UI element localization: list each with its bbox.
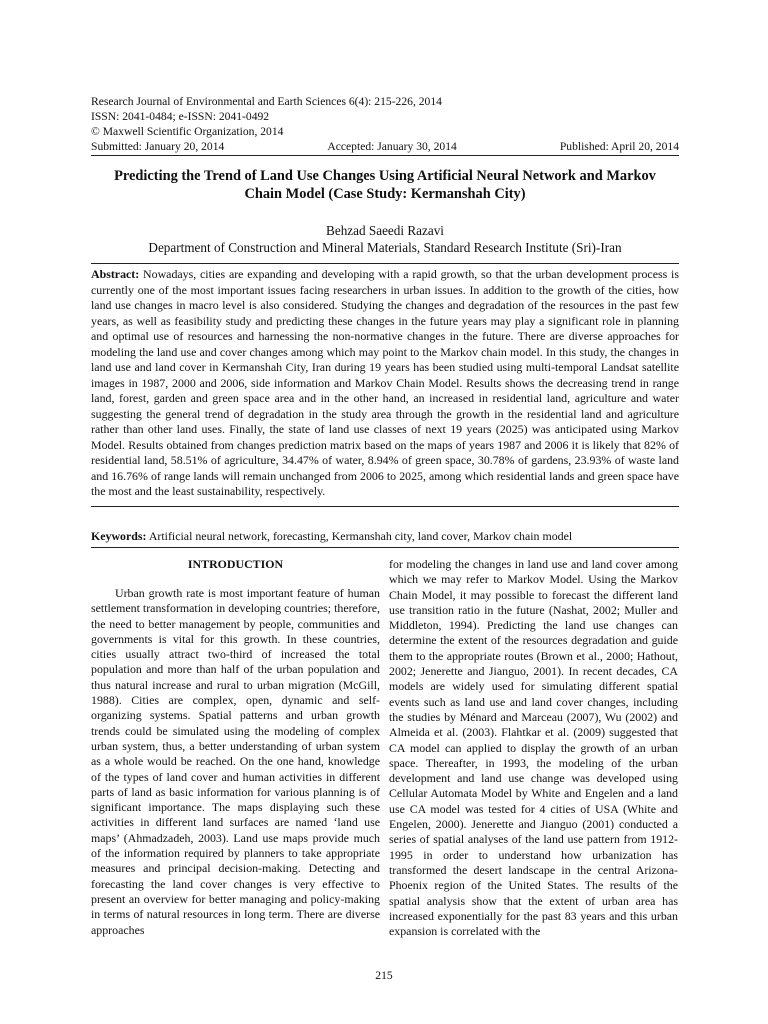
title-line-1: Predicting the Trend of Land Use Changes Using Artificial Neural Network and Markov (114, 168, 656, 184)
right-column (389, 557, 678, 939)
paper-title (91, 167, 679, 203)
left-column (91, 557, 380, 938)
introduction-paragraph-left: Urban growth rate is most important feature of human settlement transformation in developing countries; therefore, the need to better management by people, communities and governments is vital for this growth. In these countries, cities usually attract two-third of increased the total population and more than half of the urban population and thus natural increase and rural to urban migration (McGill, 1988). Cities are complex, open, dynamic and self-organizing systems. Spatial patterns and urban growth trends could be simulated using the modeling of complex urban system, thus, a better understanding of urban system as a whole would be reached. On the one hand, knowledge of the types of land cover and human activities in different parts of land as basic information for various planning is of significant importance. The maps displaying such these activities in different land surfaces are named ‘land use maps’ (Ahmadzadeh, 2003). Land use maps provide much of the information required by planners to take appropriate measures and principal decision-making. Detecting and forecasting the land cover changes is very effective to present an overview for better managing and policy-making in terms of natural resources in long term. There are diverse approaches (91, 586, 380, 937)
published-date: Published: April 20, 2014 (559, 140, 679, 153)
keywords-section (91, 529, 679, 548)
page-number: 215 (375, 969, 393, 982)
introduction-paragraph-right: for modeling the changes in land use and land cover among which we may refer to Markov Model. Using the Markov Chain Model, it may possible to forecast the different land use transition ratio in the future (Nashat, 2002; Muller and Middleton, 1994). Predicting the land use changes can determine the extent of the resources degradation and guide them to the appropriate routes (Brown et al., 2000; Hathout, 2002; Jenerette and Jianguo, 2001). In recent decades, CA models are widely used for simulating different spatial events such as land use and land cover changes, including the studies by Ménard and Marceau (2007), Wu (2002) and Almeida et al. (2003). Flahtkar et al. (2009) suggested that CA model can applied to display the growth of an urban space. Thereafter, in 1993, the modeling of the urban development and land use change was developed using Cellular Automata Model by White and Engelen and a land use CA model was tested for 4 cities of USA (White and Engelen, 2000). Jenerette and Jianguo (2001) conducted a series of spatial analyses of the land use pattern from 1912-1995 in order to understand how urbanization has transformed the desert landscape in the central Arizona-Phoenix region of the United States. The results of the spatial analysis show that the extent of urban area has increased exponentially for the past 83 years and this urban expansion is correlated with the (389, 557, 678, 939)
accepted-date: Accepted: January 30, 2014 (327, 140, 457, 153)
author-affiliation: Department of Construction and Mineral Materials, Standard Research Institute (Sri)-Iran (148, 240, 622, 255)
title-line-2: Chain Model (Case Study: Kermanshah City) (244, 186, 526, 202)
author-block (91, 222, 679, 256)
abstract-label: Abstract: (91, 267, 140, 281)
journal-header (91, 94, 679, 156)
copyright-line: © Maxwell Scientific Organization, 2014 (91, 125, 284, 138)
issn-line: ISSN: 2041-0484; e-ISSN: 2041-0492 (91, 110, 270, 123)
abstract-paragraph (91, 267, 679, 500)
keywords-text: Artificial neural network, forecasting, Kermanshah city, land cover, Markov chain model (148, 529, 573, 543)
abstract-section (91, 263, 679, 507)
author-name: Behzad Saeedi Razavi (326, 223, 444, 238)
submitted-date: Submitted: January 20, 2014 (91, 140, 225, 153)
journal-citation: Research Journal of Environmental and Earth Sciences 6(4): 215-226, 2014 (91, 95, 442, 108)
keywords-label: Keywords: (91, 529, 147, 543)
abstract-text: Nowadays, cities are expanding and developing with a rapid growth, so that the urban development process is currently one of the most important issues facing researchers in urban issues. In addition to the growth of the cities, how land use changes in macro level is also considered. Studying the changes and degradation of the resources in the past few years, as well as feasibility study and predicting these changes in the future years may play a significant role in planning and optimal use of resources and harnessing the non-normative changes in the future. There are diverse approaches for modeling the land use and cover changes among which may point to the Markov chain model. In this study, the changes in land use and land cover in Kermanshah City, Iran during 19 years has been studied using multi-temporal Landsat satellite images in 1987, 2000 and 2006, side information and Markov Chain Model. Results shows the decreasing trend in range land, forest, garden and green space area and in the other hand, an increased in residential land, agriculture and water suggesting the general trend of degradation in the study area through the growth in the residential land and agriculture rather than other land uses. Finally, the state of land use classes of next 19 years (2025) was anticipated using Markov Model. Results obtained from changes prediction matrix based on the maps of years 1987 and 2006 it is likely that 82% of residential land, 58.51% of agriculture, 34.47% of water, 8.94% of green space, 30.78% of gardens, 23.93% of waste land and 16.76% of range lands will remain unchanged from 2006 to 2025, among which residential lands and green space have the most and the least sustainability, respectively. (91, 267, 679, 498)
introduction-heading: INTRODUCTION (187, 557, 284, 571)
dates-row (91, 139, 679, 156)
